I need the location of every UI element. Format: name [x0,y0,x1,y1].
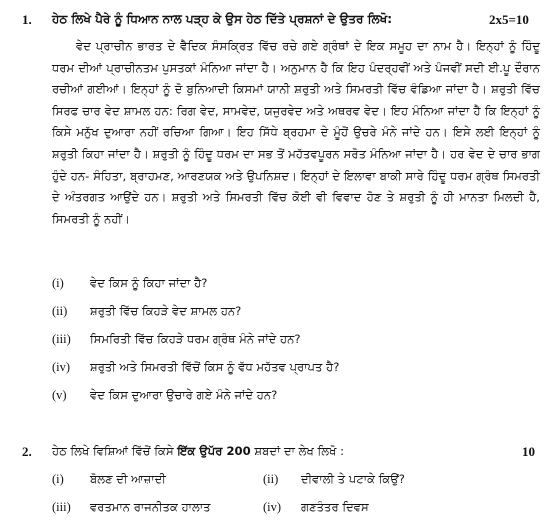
question-1-number: 1. [22,12,32,27]
subquestion-3 [52,332,301,347]
subquestion-2 [52,304,241,319]
subquestion-number: (v) [52,388,67,402]
subquestion-number: (iii) [52,332,71,346]
question-2-marks: 10 [522,444,535,459]
question-1-marks: 2x5=10 [489,12,529,27]
option-number: (iv) [263,500,282,514]
option-text: ਗਣਤੰਤਰ ਦਿਵਸ [301,500,369,514]
subquestion-5 [52,388,277,403]
subquestion-text: ਸ਼ਰੁਤੀ ਅਤੇ ਸਿਮਰਤੀ ਵਿੱਚੋਂ ਕਿਸ ਨੂੰ ਵੱਧ ਮਹੱਤਵ ਪ੍ਰਾਪਤ ਹੈ? [90,360,340,374]
essay-option-2 [263,472,405,487]
subquestion-4 [52,360,339,375]
subquestion-text: ਵੇਦ ਕਿਸ ਦੁਆਰਾ ਉਚਾਰੇ ਗਏ ਮੰਨੇ ਜਾਂਦੇ ਹਨ? [90,388,278,402]
question-2-prompt-end: ਸ਼ਬਦਾਂ ਦਾ ਲੇਖ ਲਿਖੋ : [250,444,345,458]
question-2-prompt-emphasis: ਇੱਕ ਉਪੱਰ 200 [177,444,251,458]
option-number: (ii) [263,472,279,486]
question-2-number: 2. [22,444,32,459]
essay-option-3 [52,500,211,515]
subquestion-text: ਵੇਦ ਕਿਸ ਨੂੰ ਕਿਹਾ ਜਾਂਦਾ ਹੈ? [90,276,208,290]
question-2-prompt-start: ਹੇਠ ਲਿਖੇ ਵਿਸ਼ਿਆਂ ਵਿੱਚੋਂ ਕਿਸੇ [52,444,178,458]
question-2-prompt [52,444,344,459]
option-text: ਦੀਵਾਲੀ ਤੇ ਪਟਾਕੇ ਕਿਉਂ? [301,472,405,486]
subquestion-number: (ii) [52,304,68,318]
question-1-passage [52,36,540,230]
option-text: ਬੋਲਣ ਦੀ ਆਜ਼ਾਦੀ [90,472,166,486]
option-number: (i) [52,472,64,486]
subquestion-number: (i) [52,276,64,290]
subquestion-text: ਸ਼ਰੁਤੀ ਵਿੱਚ ਕਿਹੜੇ ਵੇਦ ਸ਼ਾਮਲ ਹਨ? [90,304,242,318]
option-number: (iii) [52,500,71,514]
question-1-prompt: ਹੇਠ ਲਿਖੇ ਪੈਰੇ ਨੂੰ ਧਿਆਨ ਨਾਲ ਪੜ੍ਹ ਕੇ ਉਸ ਹੇਠ ਦਿੱਤੇ ਪ੍ਰਸ਼ਨਾਂ ਦੇ ਉਤਰ ਲਿਖੋ: [52,12,393,26]
subquestion-1 [52,276,207,291]
essay-option-1 [52,472,166,487]
essay-option-4 [263,500,369,515]
subquestion-text: ਸਿਮਰਿਤੀ ਵਿੱਚ ਕਿਹੜੇ ਧਰਮ ਗ੍ਰੰਥ ਮੰਨੇ ਜਾਂਦੇ ਹਨ? [90,332,301,346]
subquestion-number: (iv) [52,360,71,374]
passage-text: ਵੇਦ ਪ੍ਰਾਚੀਨ ਭਾਰਤ ਦੇ ਵੈਦਿਕ ਸੰਸਕ੍ਰਿਤ ਵਿੱਚ ਰਚੇ ਗਏ ਗ੍ਰੰਥਾਂ ਦੇ ਇਕ ਸਮੂਹ ਦਾ ਨਾਮ ਹੈ। ਇਨ੍ਹਾਂ ਨੂੰ ਹਿੰਦੂ ਧਰਮ ਦੀਆਂ ਪ੍ਰਾਚੀਨਤਮ ਪੁਸਤਕਾਂ ਮੰਨਿਆ ਜਾਂਦਾ ਹੈ। ਅਨੁਮਾਨ ਹੈ ਕਿ ਇਹ ਪੰਦਰ੍ਹਵੀਂ ਅਤੇ ਪੰਜਵੀਂ ਸਦੀ ਈ.ਪੂ ਦੌਰਾਨ ਰਚੀਆਂ ਗਈਆਂ। ਇਨ੍ਹਾਂ ਨੂੰ ਦੋ ਬੁਨਿਆਦੀ ਕਿਸਮਾਂ ਯਾਨੀ ਸ਼ਰੁਤੀ ਅਤੇ ਸਿਮਰਤੀ ਵਿੱਚ ਵੰਡਿਆ ਜਾਂਦਾ ਹੈ। ਸ਼ਰੁਤੀ ਵਿੱਚ ਸਿਰਫ ਚਾਰ ਵੇਦ ਸ਼ਾਮਲ ਹਨ: ਰਿਗ ਵੇਦ, ਸਾਮਵੇਦ, ਯਜੁਰਵੇਦ ਅਤੇ ਅਥਰਵ ਵੇਦ। ਇਹ ਮੰਨਿਆ ਜਾਂਦਾ ਹੈ ਕਿ ਇਨ੍ਹਾਂ ਨੂੰ ਕਿਸੇ ਮਨੁੱਖ ਦੁਆਰਾ ਨਹੀਂ ਰਚਿਆ ਗਿਆ। ਇਹ ਸਿੱਧੇ ਬ੍ਰਹਮਾ ਦੇ ਮੂੰਹੋਂ ਉਚਰੇ ਮੰਨੇ ਜਾਂਦੇ ਹਨ। ਇਸੇ ਲਈ ਇਨ੍ਹਾਂ ਨੂੰ ਸ਼ਰੁਤੀ ਕਿਹਾ ਜਾਂਦਾ ਹੈ। ਸ਼ਰੁਤੀ ਨੂੰ ਹਿੰਦੂ ਧਰਮ ਦਾ ਸਭ ਤੋਂ ਮਹੱਤਵਪੂਰਨ ਸਰੋਤ ਮੰਨਿਆ ਜਾਂਦਾ ਹੈ। ਹਰ ਵੇਦ ਦੇ ਚਾਰ ਭਾਗ ਹੁੰਦੇ ਹਨ- ਸੰਹਿਤਾ, ਬ੍ਰਾਹਮਣ, ਆਰਣਯਕ ਅਤੇ ਉਪਨਿਸ਼ਦ। ਇਨ੍ਹਾਂ ਦੇ ਇਲਾਵਾ ਬਾਕੀ ਸਾਰੇ ਹਿੰਦੂ ਧਰਮ ਗ੍ਰੰਥ ਸਿਮਰਤੀ ਦੇ ਅੰਤਰਗਤ ਆਉਂਦੇ ਹਨ। ਸ਼ਰੁਤੀ ਅਤੇ ਸਿਮਰਤੀ ਵਿੱਚ ਕੋਈ ਵੀ ਵਿਵਾਦ ਹੋਣ ਤੇ ਸ਼ਰੁਤੀ ਨੂੰ ਹੀ ਮਾਨਤਾ ਮਿਲਦੀ ਹੈ, ਸਿਮਰਤੀ ਨੂੰ ਨਹੀਂ। [52,39,540,226]
option-text: ਵਰਤਮਾਨ ਰਾਜਨੀਤਕ ਹਾਲਾਤ [90,500,211,514]
